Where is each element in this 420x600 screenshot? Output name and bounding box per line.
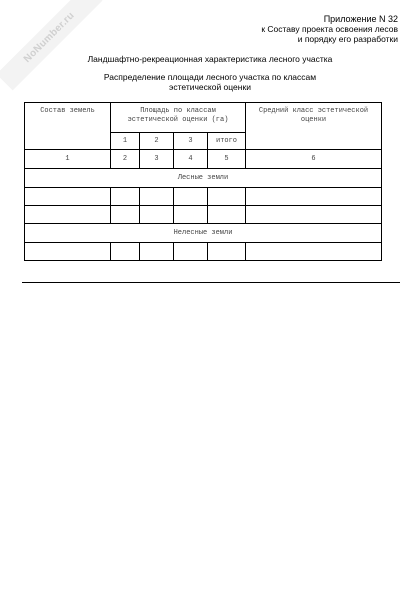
column-number: 2 — [111, 150, 140, 169]
header-area-by-class — [111, 103, 246, 133]
header-average-line-2: оценки — [300, 116, 327, 124]
empty-cell — [208, 243, 246, 261]
empty-cell — [111, 206, 140, 224]
header-area-line-1: Площадь по классам — [140, 107, 216, 115]
appendix-note — [261, 14, 398, 44]
empty-cell — [140, 206, 174, 224]
table-row — [25, 243, 382, 261]
table-title-line-1: Распределение площади лесного участка по классам — [103, 72, 317, 82]
column-number: 3 — [140, 150, 174, 169]
column-number: 6 — [246, 150, 382, 169]
empty-cell — [246, 206, 382, 224]
header-average-line-1: Средний класс эстетической — [258, 107, 369, 115]
empty-cell — [246, 188, 382, 206]
section-nonforest-lands: Нелесные земли — [25, 224, 382, 243]
empty-cell — [174, 188, 208, 206]
header-area-line-2: эстетической оценки (га) — [127, 116, 229, 124]
empty-cell — [25, 243, 111, 261]
appendix-reference: к Составу проекта освоения лесов — [261, 24, 398, 34]
table-title — [0, 72, 420, 92]
empty-cell — [25, 206, 111, 224]
aesthetic-class-table — [24, 102, 382, 261]
subheader-class-3: 3 — [174, 133, 208, 150]
column-number: 4 — [174, 150, 208, 169]
empty-cell — [140, 188, 174, 206]
empty-cell — [174, 243, 208, 261]
section-row — [25, 169, 382, 188]
empty-cell — [140, 243, 174, 261]
empty-cell — [208, 206, 246, 224]
empty-cell — [174, 206, 208, 224]
subheader-total: итого — [208, 133, 246, 150]
page-divider — [22, 282, 400, 283]
table-title-line-2: эстетической оценки — [169, 82, 251, 92]
empty-cell — [111, 188, 140, 206]
empty-cell — [25, 188, 111, 206]
table-row — [25, 188, 382, 206]
empty-cell — [111, 243, 140, 261]
watermark: NoNumber.ru — [0, 0, 102, 90]
empty-cell — [208, 188, 246, 206]
appendix-reference-2: и порядку его разработки — [297, 34, 398, 44]
header-average-class — [246, 103, 382, 150]
appendix-number: Приложение N 32 — [323, 14, 398, 24]
empty-cell — [246, 243, 382, 261]
subheader-class-1: 1 — [111, 133, 140, 150]
column-number-row — [25, 150, 382, 169]
column-number: 5 — [208, 150, 246, 169]
column-number: 1 — [25, 150, 111, 169]
document-heading: Ландшафтно-рекреационная характеристика лесного участка — [87, 54, 333, 64]
subheader-class-2: 2 — [140, 133, 174, 150]
table-row — [25, 206, 382, 224]
header-land-composition: Состав земель — [25, 103, 111, 150]
section-forest-lands: Лесные земли — [25, 169, 382, 188]
section-row — [25, 224, 382, 243]
header-row — [25, 103, 382, 133]
